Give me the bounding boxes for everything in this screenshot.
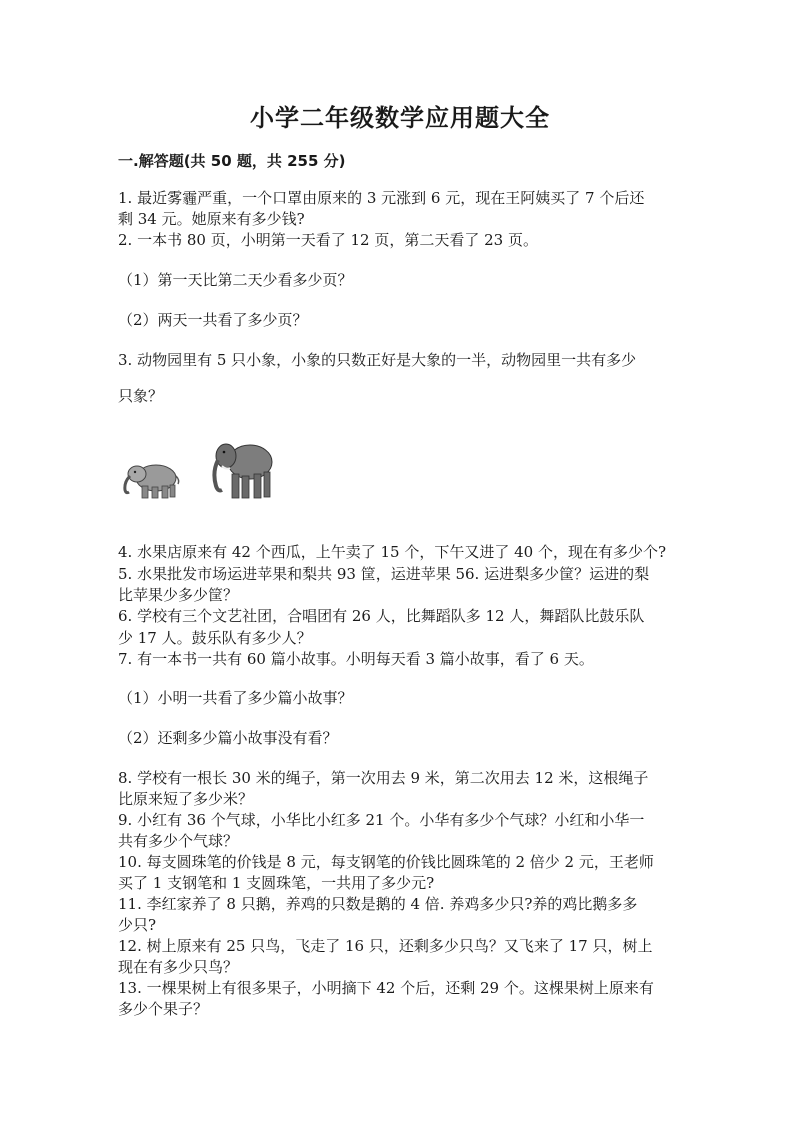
question-1-line-1: 1. 最近雾霾严重，一个口罩由原来的 3 元涨到 6 元，现在王阿姨买了 7 个后还 bbox=[118, 189, 645, 207]
question-5-line-2: 比苹果少多少筐？ bbox=[118, 586, 239, 604]
large-elephant-image bbox=[210, 438, 276, 502]
question-13-line-1: 13. 一棵果树上有很多果子，小明摘下 42 个后，还剩 29 个。这棵果树上原来有 bbox=[118, 979, 654, 997]
question-10-line-1: 10. 每支圆珠笔的价钱是 8 元，每支钢笔的价钱比圆珠笔的 2 倍少 2 元，王老师 bbox=[118, 853, 654, 871]
question-12-line-1: 12. 树上原来有 25 只鸟，飞走了 16 只，还剩多少只鸟？又飞来了 17 只，树上 bbox=[118, 937, 653, 955]
question-8-line-2: 比原来短了多少米？ bbox=[118, 790, 254, 808]
question-5-line-1: 5. 水果批发市场运进苹果和梨共 93 筐，运进苹果 56. 运进梨多少筐？运进的梨 bbox=[118, 565, 650, 583]
question-2-part-2: （2）两天一共看了多少页？ bbox=[118, 311, 308, 329]
question-10-line-2: 买了 1 支钢笔和 1 支圆珠笔，一共用了多少元? bbox=[118, 874, 435, 892]
section-heading: 一.解答题(共 50 题，共 255 分) bbox=[118, 152, 346, 170]
question-13-line-2: 多少个果子？ bbox=[118, 1000, 209, 1018]
question-9-line-2: 共有多少个气球？ bbox=[118, 832, 239, 850]
question-9-line-1: 9. 小红有 36 个气球，小华比小红多 21 个。小华有多少个气球？小红和小华一 bbox=[118, 811, 645, 829]
page-title: 小学二年级数学应用题大全 bbox=[250, 104, 550, 132]
question-7-part-1: （1）小明一共看了多少篇小故事？ bbox=[118, 689, 353, 707]
question-2-part-1: （1）第一天比第二天少看多少页？ bbox=[118, 271, 353, 289]
question-12-line-2: 现在有多少只鸟？ bbox=[118, 958, 239, 976]
question-11-line-2: 少只? bbox=[118, 916, 157, 934]
question-6-line-1: 6. 学校有三个文艺社团，合唱团有 26 人，比舞蹈队多 12 人，舞蹈队比鼓乐队 bbox=[118, 607, 645, 625]
question-7-line-1: 7. 有一本书一共有 60 篇小故事。小明每天看 3 篇小故事，看了 6 天。 bbox=[118, 650, 594, 668]
question-4-line-1: 4. 水果店原来有 42 个西瓜，上午卖了 15 个，下午又进了 40 个，现在有多少个? bbox=[118, 543, 666, 561]
question-11-line-1: 11. 李红家养了 8 只鹅，养鸡的只数是鹅的 4 倍. 养鸡多少只?养的鸡比鹅多多 bbox=[118, 895, 638, 913]
question-1-line-2: 剩 34 元。她原来有多少钱? bbox=[118, 210, 305, 228]
question-6-line-2: 少 17 人。鼓乐队有多少人？ bbox=[118, 629, 312, 647]
question-3-line-1: 3. 动物园里有 5 只小象，小象的只数正好是大象的一半，动物园里一共有多少 bbox=[118, 351, 637, 369]
small-elephant-image bbox=[120, 458, 182, 500]
question-8-line-1: 8. 学校有一根长 30 米的绳子，第一次用去 9 米，第二次用去 12 米，这根绳子 bbox=[118, 769, 649, 787]
question-7-part-2: （2）还剩多少篇小故事没有看？ bbox=[118, 729, 338, 747]
question-2-line-1: 2. 一本书 80 页，小明第一天看了 12 页，第二天看了 23 页。 bbox=[118, 231, 538, 249]
question-3-line-2: 只象？ bbox=[118, 387, 164, 405]
